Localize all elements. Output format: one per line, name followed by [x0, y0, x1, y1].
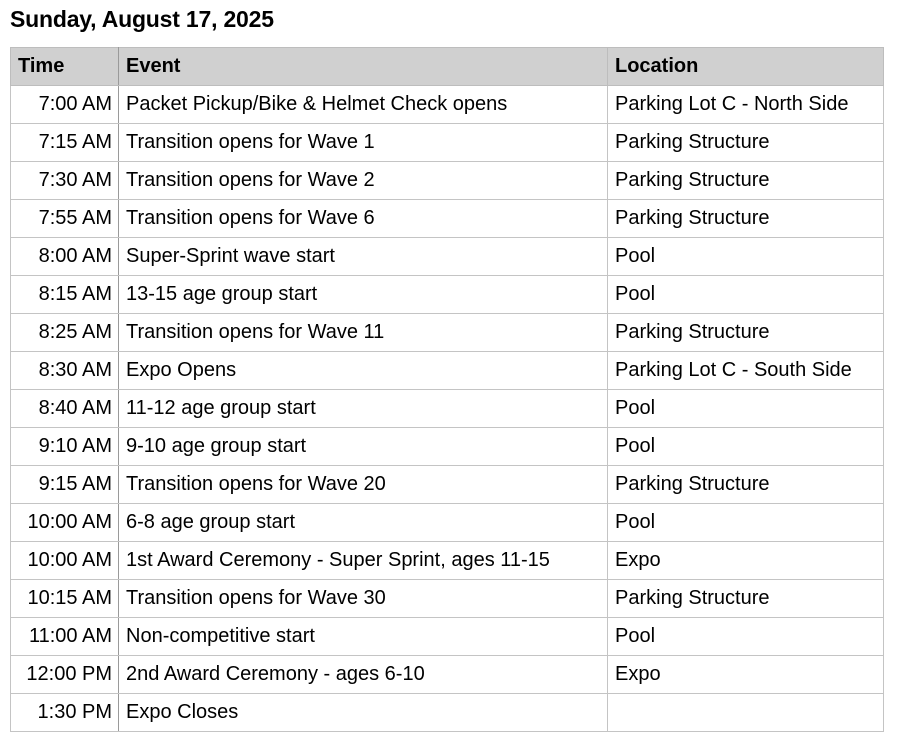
time-cell: 11:00 AM [11, 618, 119, 656]
time-cell: 7:55 AM [11, 200, 119, 238]
location-cell: Parking Structure [608, 200, 884, 238]
event-cell: Transition opens for Wave 30 [119, 580, 608, 618]
time-cell: 1:30 PM [11, 694, 119, 732]
table-row [11, 124, 884, 162]
time-cell: 8:00 AM [11, 238, 119, 276]
location-cell: Parking Structure [608, 466, 884, 504]
location-cell: Pool [608, 390, 884, 428]
time-cell: 10:00 AM [11, 504, 119, 542]
table-row [11, 162, 884, 200]
event-cell: 1st Award Ceremony - Super Sprint, ages 11-15 [119, 542, 608, 580]
schedule-table [10, 47, 884, 732]
header-row [11, 48, 884, 86]
location-cell: Expo [608, 656, 884, 694]
event-cell: Super-Sprint wave start [119, 238, 608, 276]
event-cell: Transition opens for Wave 1 [119, 124, 608, 162]
table-row [11, 314, 884, 352]
location-cell: Parking Structure [608, 124, 884, 162]
time-cell: 9:15 AM [11, 466, 119, 504]
time-cell: 8:25 AM [11, 314, 119, 352]
time-cell: 8:15 AM [11, 276, 119, 314]
time-cell: 10:00 AM [11, 542, 119, 580]
time-cell: 8:40 AM [11, 390, 119, 428]
page-title: Sunday, August 17, 2025 [10, 6, 274, 32]
location-cell: Pool [608, 618, 884, 656]
location-cell: Parking Lot C - North Side [608, 86, 884, 124]
event-cell: Transition opens for Wave 11 [119, 314, 608, 352]
table-row [11, 618, 884, 656]
location-cell [608, 694, 884, 732]
table-row [11, 352, 884, 390]
location-cell: Pool [608, 238, 884, 276]
time-cell: 7:15 AM [11, 124, 119, 162]
time-cell: 7:00 AM [11, 86, 119, 124]
event-cell: Expo Closes [119, 694, 608, 732]
event-cell: 13-15 age group start [119, 276, 608, 314]
event-cell: Non-competitive start [119, 618, 608, 656]
event-cell: Transition opens for Wave 6 [119, 200, 608, 238]
table-row [11, 428, 884, 466]
event-cell: 9-10 age group start [119, 428, 608, 466]
time-cell: 12:00 PM [11, 656, 119, 694]
location-cell: Parking Structure [608, 580, 884, 618]
time-cell: 10:15 AM [11, 580, 119, 618]
event-cell: Transition opens for Wave 2 [119, 162, 608, 200]
time-cell: 9:10 AM [11, 428, 119, 466]
column-header-event: Event [119, 48, 608, 86]
location-cell: Parking Lot C - South Side [608, 352, 884, 390]
table-row [11, 580, 884, 618]
table-row [11, 86, 884, 124]
column-header-time: Time [11, 48, 119, 86]
column-header-location: Location [608, 48, 884, 86]
table-row [11, 200, 884, 238]
table-row [11, 694, 884, 732]
location-cell: Pool [608, 276, 884, 314]
location-cell: Parking Structure [608, 314, 884, 352]
table-row [11, 656, 884, 694]
event-cell: Transition opens for Wave 20 [119, 466, 608, 504]
event-cell: 2nd Award Ceremony - ages 6-10 [119, 656, 608, 694]
event-cell: 6-8 age group start [119, 504, 608, 542]
table-row [11, 504, 884, 542]
time-cell: 8:30 AM [11, 352, 119, 390]
table-row [11, 466, 884, 504]
location-cell: Pool [608, 428, 884, 466]
event-cell: Expo Opens [119, 352, 608, 390]
location-cell: Pool [608, 504, 884, 542]
table-row [11, 276, 884, 314]
table-row [11, 238, 884, 276]
table-row [11, 542, 884, 580]
location-cell: Expo [608, 542, 884, 580]
event-cell: 11-12 age group start [119, 390, 608, 428]
table-row [11, 390, 884, 428]
location-cell: Parking Structure [608, 162, 884, 200]
time-cell: 7:30 AM [11, 162, 119, 200]
event-cell: Packet Pickup/Bike & Helmet Check opens [119, 86, 608, 124]
